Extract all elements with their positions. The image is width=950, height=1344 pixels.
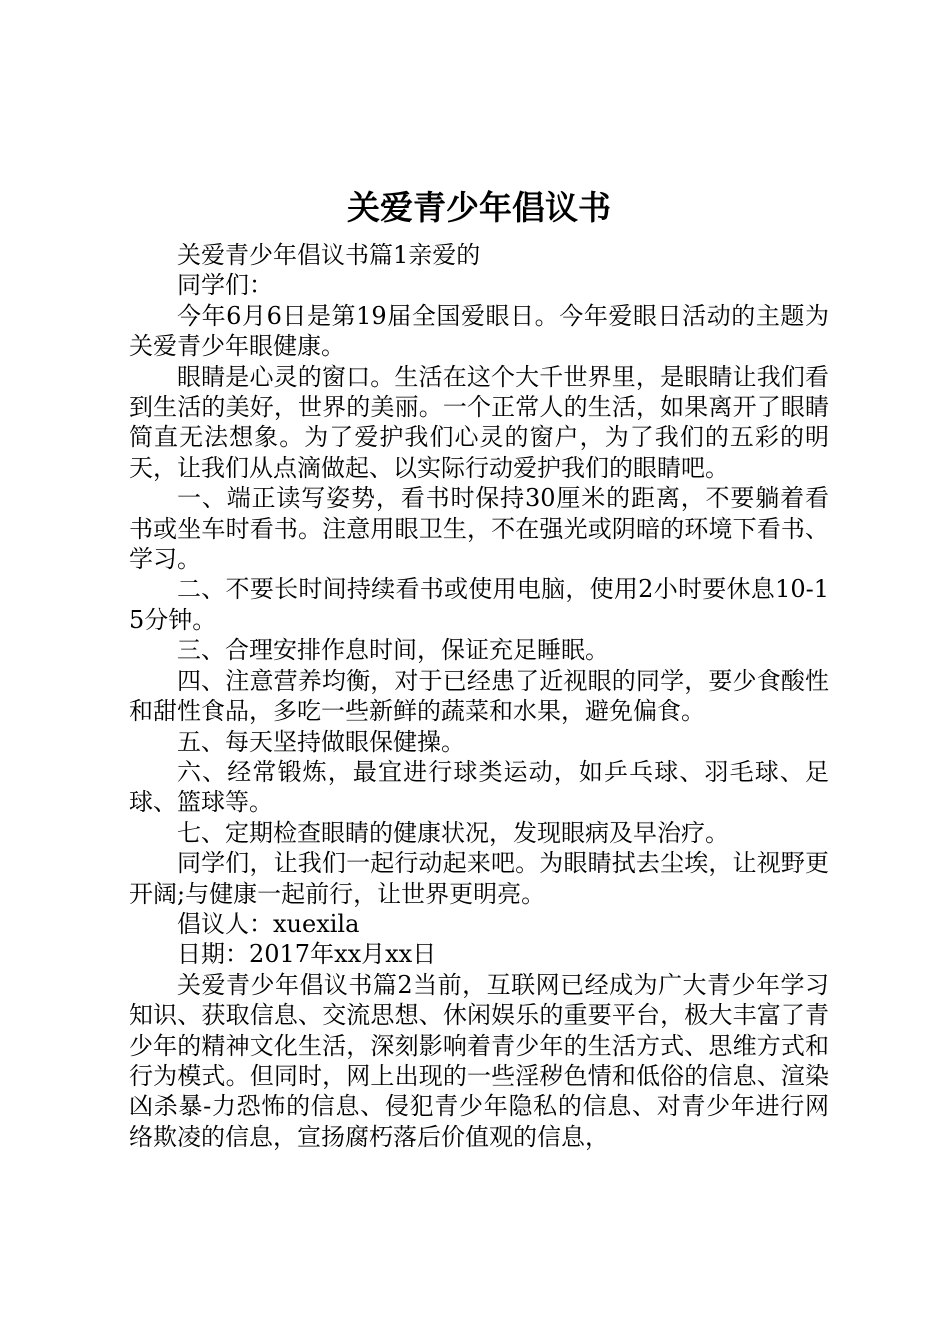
paragraph: 关爱青少年倡议书篇1亲爱的 bbox=[177, 241, 481, 269]
date-line: 日期：2017年xx月xx日 bbox=[177, 940, 437, 969]
paragraph: 今年6月6日是第19届全国爱眼日。今年爱眼日活动的主题为关爱青少年眼健康。 bbox=[129, 301, 829, 361]
paragraph: 二、不要长时间持续看书或使用电脑，使用2小时要休息10-15分钟。 bbox=[129, 575, 829, 634]
document-title: 关爱青少年倡议书 bbox=[347, 188, 611, 227]
paragraph: 七、定期检查眼睛的健康状况，发现眼病及早治疗。 bbox=[177, 818, 729, 847]
paragraph: 同学们，让我们一起行动起来吧。为眼睛拭去尘埃，让视野更开阔;与健康一起前行，让世界更明亮。 bbox=[129, 849, 829, 908]
document-page bbox=[129, 184, 829, 1152]
paragraph: 五、每天坚持做眼保健操。 bbox=[177, 727, 465, 756]
paragraph: 同学们： bbox=[177, 271, 273, 300]
paragraph: 四、注意营养均衡，对于已经患了近视眼的同学，要少食酸性和甜性食品，多吃一些新鲜的蔬菜和水果，避免偏食。 bbox=[129, 666, 829, 726]
signature-line: 倡议人：xuexila bbox=[177, 909, 360, 938]
paragraph: 关爱青少年倡议书篇2当前，互联网已经成为广大青少年学习知识、获取信息、交流思想、休闲娱乐的重要平台，极大丰富了青少年的精神文化生活，深刻影响着青少年的生活方式、思维方式和行为模式。但同时，网上出现的一些淫秽色情和低俗的信息、渲染凶杀暴-力恐怖的信息、侵犯青少年隐私的信息、对青少年进行网络欺凌的信息，宣扬腐朽落后价值观的信息， bbox=[129, 970, 829, 1151]
paragraph: 一、端正读写姿势，看书时保持30厘米的距离，不要躺着看书或坐车时看书。注意用眼卫生，不在强光或阴暗的环境下看书、学习。 bbox=[129, 484, 829, 574]
paragraph: 六、经常锻炼，最宜进行球类运动，如乒乓球、羽毛球、足球、篮球等。 bbox=[129, 757, 829, 817]
paragraph: 眼睛是心灵的窗口。生活在这个大千世界里，是眼睛让我们看到生活的美好，世界的美丽。一个正常人的生活，如果离开了眼睛简直无法想象。为了爱护我们心灵的窗户，为了我们的五彩的明天，让我们从点滴做起、以实际行动爱护我们的眼睛吧。 bbox=[129, 362, 829, 482]
paragraph: 三、合理安排作息时间，保证充足睡眠。 bbox=[177, 636, 609, 665]
